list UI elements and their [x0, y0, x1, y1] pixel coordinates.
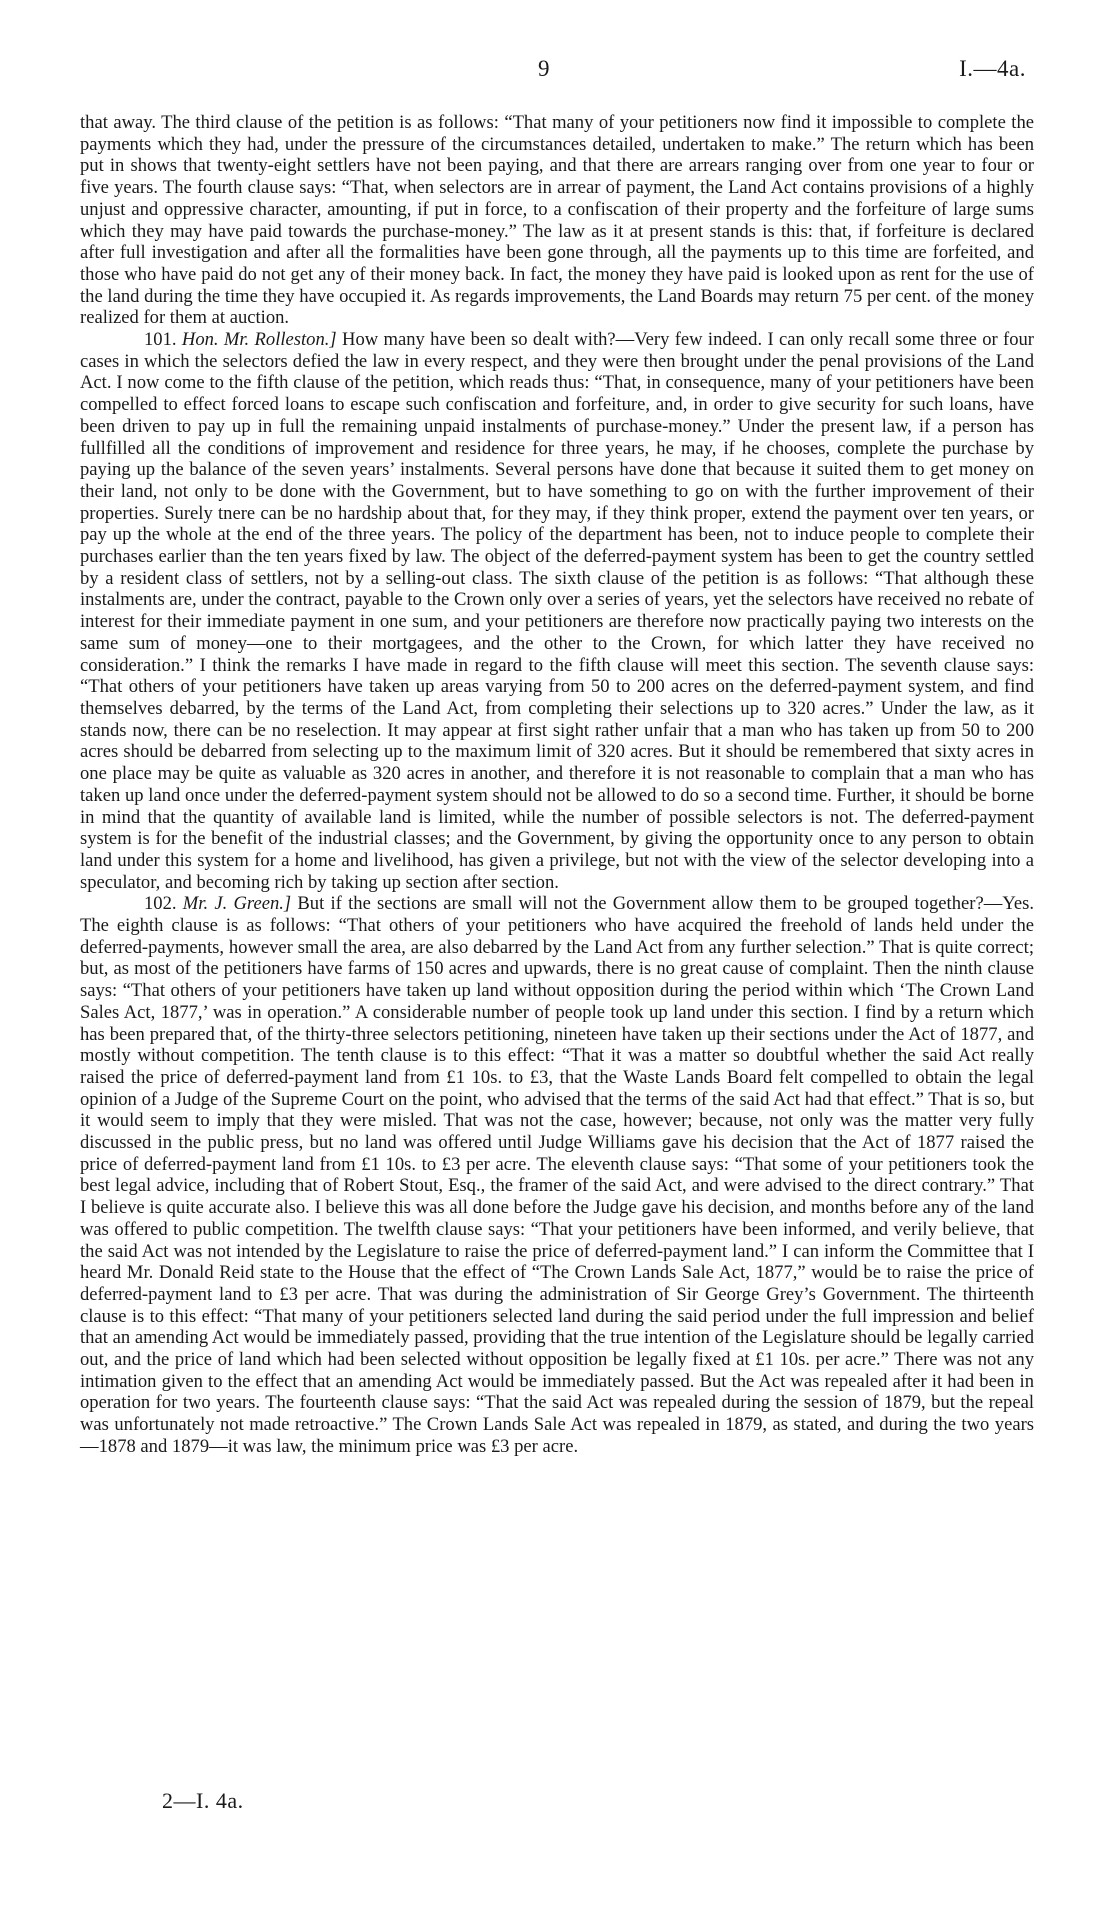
- running-header: [0, 56, 1114, 96]
- printer-signature: 2—I. 4a.: [162, 1788, 244, 1813]
- paragraph-continuation: [80, 112, 1034, 329]
- page-number: 9: [538, 56, 550, 81]
- paragraph-101: [80, 329, 1034, 893]
- body-text: [80, 112, 1034, 1458]
- paragraph-text: But if the sections are small will not the Government allow them to be grouped together?—Yes. The eighth clause is as follows: “That others of your petitioners who have acquired the freehold of lands held under the deferred-payments, however small the area, are also debarred by the Land Act from any further selection.” That is quite correct; but, as most of the petitioners have farms of 150 acres and upwards, there is no great cause of complaint. Then the ninth clause says: “That others of your petitioners have taken up land without opposition during the period within which ‘The Crown Land Sales Act, 1877,’ was in operation.” A considerable number of people took up land under this section. I find by a return which has been prepared that, of the thirty-three selectors petitioning, nineteen have taken up their sections under the Act of 1877, and mostly without competition. The tenth clause is to this effect: “That it was a matter so doubtful whether the said Act really raised the price of deferred-payment land from £1 10s. to £3, that the Waste Lands Board felt compelled to obtain the legal opinion of a Judge of the Supreme Court on the point, who advised that the terms of the said Act had that effect.” That is so, but it would seem to imply that they were misled. That was not the case, however; because, not only was the matter very fully discussed in the public press, but no land was offered until Judge Williams gave his decision that the Act of 1877 raised the price of deferred-payment land from £1 10s. to £3 per acre. The eleventh clause says: “That some of your petitioners took the best legal advice, including that of Robert Stout, Esq., the framer of the said Act, and were advised to the direct contrary.” That I believe is quite accurate also. I believe this was all done before the Judge gave his decision, and months before any of the land was offered to public competition. The twelfth clause says: “That your petitioners have been informed, and verily believe, that the said Act was not intended by the Legislature to raise the price of deferred-payment land.” I can inform the Committee that I heard Mr. Donald Reid state to the House that the effect of “The Crown Lands Sale Act, 1877,” would be to raise the price of deferred-payment land to £3 per acre. That was during the administration of Sir George Grey’s Government. The thirteenth clause is to this effect: “That many of your petitioners selected land during the said period under the full impression and belief that an amending Act would be immediately passed, providing that the true intention of the Legislature should be legally carried out, and the price of land which had been selected without opposition be legally fixed at £1 10s. per acre.” There was not any intimation given to the effect that an amending Act would be immediately passed. But the Act was repealed after it had been in operation for two years. The fourteenth clause says: “That the said Act was repealed during the session of 1879, but the repeal was unfortunately not made retroactive.” The Crown Lands Sale Act was repealed in 1879, as stated, and during the two years—1878 and 1879—it was law, the minimum price was £3 per acre.: [80, 893, 1035, 1457]
- paragraph-102: [80, 893, 1034, 1457]
- document-reference: I.—4a.: [959, 56, 1026, 81]
- question-number: 101.: [144, 329, 177, 351]
- speaker-name: Mr. J. Green.]: [182, 893, 292, 915]
- speaker-name: Hon. Mr. Rolleston.]: [181, 329, 337, 351]
- paragraph-text: How many have been so dealt with?—Very few indeed. I can only recall some three or four cases in which the selectors defied the law in every respect, and they were then brought under the penal provisions of the Land Act. I now come to the fifth clause of the petition, which reads thus: “That, in consequence, many of your petitioners have been compelled to effect forced loans to escape such confiscation and forfeiture, and, in order to give security for such loans, have been driven to pay up in full the remaining unpaid instalments of purchase-money.” Under the present law, if a person has fullfilled all the conditions of improvement and residence for three years, he may, if he chooses, complete the purchase by paying up the balance of the seven years’ instalments. Several persons have done that because it suited them to get money on their land, not only to be done with the Government, but to have something to go on with the further improvement of their properties. Surely tnere can be no hardship about that, for they may, if they think proper, extend the payment over ten years, or pay up the whole at the end of the three years. The policy of the department has been, not to induce people to complete their purchases earlier than the ten years fixed by law. The object of the deferred-payment system has been to get the country settled by a resident class of settlers, not by a selling-out class. The sixth clause of the petition is as follows: “That although these instalments are, under the contract, payable to the Crown only over a series of years, yet the selectors have received no rebate of interest for their immediate payment in one sum, and your petitioners are therefore now practically paying two interests on the same sum of money—one to their mortgagees, and the other to the Crown, for which latter they have received no consideration.” I think the remarks I have made in regard to the fifth clause will meet this section. The seventh clause says: “That others of your petitioners have taken up areas varying from 50 to 200 acres on the deferred-payment system, and find themselves debarred, by the terms of the Land Act, from completing their selections up to 320 acres.” Under the law, as it stands now, there can be no reselection. It may appear at first sight rather unfair that a man who has taken up from 50 to 200 acres should be debarred from selecting up to the maximum limit of 320 acres. But it should be remembered that sixty acres in one place may be quite as valuable as 320 acres in another, and therefore it is not reasonable to complain that a man who has taken up land once under the deferred-payment system should not be allowed to do so a second time. Further, it should be borne in mind that the quantity of available land is limited, while the number of possible selectors is not. The deferred-payment system is for the benefit of the industrial classes; and the Government, by giving the opportunity once to any person to obtain land under this system for a home and livelihood, has given a privilege, but not with the view of the selector developing into a speculator, and becoming rich by taking up section after section.: [80, 329, 1034, 893]
- question-number: 102.: [144, 893, 177, 915]
- paragraph-text: that away. The third clause of the petition is as follows: “That many of your petitioners now find it impossible to complete the payments which they had, under the pressure of the circumstances detailed, undertaken to make.” The return which has been put in shows that twenty-eight settlers have not been paying, and that there are arrears ranging over from one year to four or five years. The fourth clause says: “That, when selectors are in arrear of payment, the Land Act contains provisions of a highly unjust and oppressive character, amounting, if put in force, to a confiscation of their property and the forfeiture of large sums which they may have paid towards the purchase-money.” The law as it at present stands is this: that, if forfeiture is declared after full investigation and after all the formalities have been gone through, all the payments up to this time are forfeited, and those who have paid do not get any of their money back. In fact, the money they have paid is looked upon as rent for the use of the land during the time they have occupied it. As regards improvements, the Land Boards may return 75 per cent. of the money realized for them at auction.: [80, 112, 1034, 329]
